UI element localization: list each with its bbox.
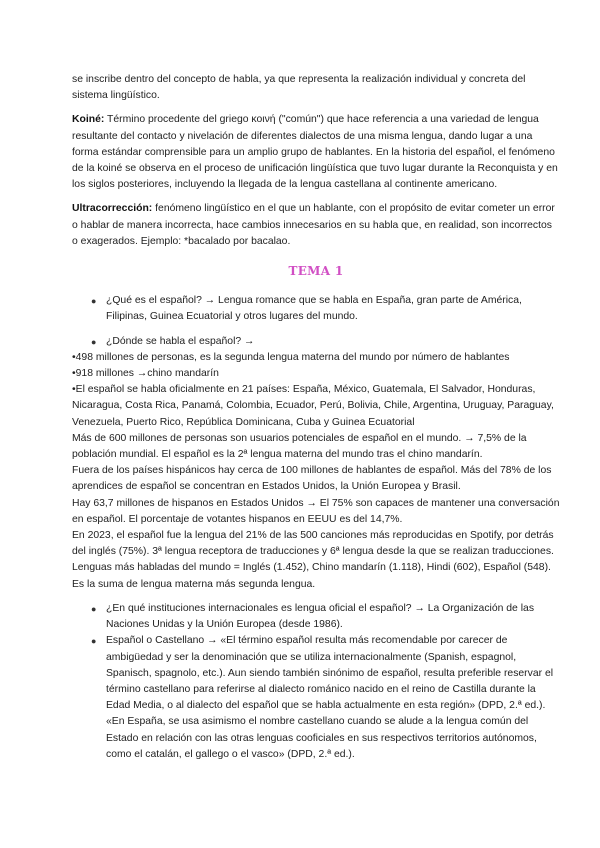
bullet-icon: ●: [91, 336, 97, 347]
intro-paragraph: se inscribe dentro del concepto de habla, ya que representa la realización individual y concreta del sistema lingüístico.: [72, 74, 526, 102]
bullet-list-1: [72, 293, 560, 325]
detail-line: Fuera de los países hispánicos hay cerca de 100 millones de hablantes de español. Más del 78% de los aprendices de español se concentran en Estados Unidos, la Unión Europea y Brasil.: [72, 465, 552, 493]
list-item-text: Español o Castellano → «El término español resulta más recomendable por carecer de ambigüedad y ser la denominación que se utiliza internacionalmente (Spanish, espagnol, Spanisch, spagnolo, etc.). Aun siendo también sinónimo de español, resulta preferible reservar el término castellano para referirse al dialecto románico nacido en el reino de Castilla durante la Edad Media, o al dialecto del español que se habla actualmente en esta región» (DPD, 2.ª ed.). «En España, se usa asimismo el nombre castellano cuando se alude a la lengua común del Estado en relación con las otras lenguas cooficiales en sus respectivos territorios autónomos, como el catalán, el gallego o el vasco» (DPD, 2.ª ed.).: [106, 635, 554, 760]
list-item-text: ¿Dónde se habla el español? →: [106, 335, 255, 347]
detail-line: Lenguas más habladas del mundo = Inglés (1.452), Chino mandarín (1.118), Hindi (602), Español (548). Es la suma de lengua materna más segunda lengua.: [72, 562, 551, 590]
detail-line: Más de 600 millones de personas son usuarios potenciales de español en el mundo. → 7,5% de la población mundial. El español es la 2ª lengua materna del mundo tras el chino mandarín.: [72, 432, 527, 461]
bullet-list-3: [72, 601, 560, 763]
detail-line: •498 millones de personas, es la segunda lengua materna del mundo por número de hablantes: [72, 351, 510, 363]
koine-definition: Término procedente del griego κοινή ("común") que hace referencia a una variedad de lengua resultante del contacto y nivelación de diferentes dialectos de una misma lengua, dando lugar a una forma estándar comprensible para un amplio grupo de hablantes. En la historia del español, el fenómeno de la koiné se observa en el proceso de unificación lingüística que tuvo lugar durante la Reconquista y en los siglos posteriores, incluyendo la llegada de la lengua castellana al continente americano.: [72, 114, 558, 191]
list-item: [72, 293, 560, 325]
document-page: [72, 72, 560, 763]
section-title: TEMA 1: [288, 264, 344, 279]
list-item-text: ¿Qué es el español? → Lengua romance que se habla en España, gran parte de América, Filipinas, Guinea Ecuatorial y otros lugares del mundo.: [106, 295, 522, 323]
koine-paragraph: [72, 112, 560, 193]
detail-line: En 2023, el español fue la lengua del 21% de las 500 canciones más reproducidas en Spotify, por detrás del inglés (75%). 3ª lengua receptora de traducciones y 6ª lengua desde la que se realizan traducciones.: [72, 530, 554, 558]
list-item: [72, 334, 560, 350]
list-item: [72, 601, 560, 633]
donde-details: [72, 350, 560, 593]
list-item: [72, 633, 560, 763]
koine-term: Koiné:: [72, 114, 105, 126]
bullet-icon: ●: [91, 603, 97, 614]
ultracorreccion-definition: fenómeno lingüístico en el que un hablante, con el propósito de evitar cometer un error o hablar de manera incorrecta, hace cambios innecesarios en su habla que, en realidad, son incorrectos o exagerados. Ejemplo: *bacalado por bacalao.: [72, 203, 555, 247]
detail-line: •El español se habla oficialmente en 21 países: España, México, Guatemala, El Salvador, Honduras, Nicaragua, Costa Rica, Panamá, Colombia, Ecuador, Perú, Bolivia, Chile, Argentina, Uruguay, Paraguay, Venezuela, Puerto Rico, República Dominicana, Cuba y Guinea Ecuatorial: [72, 384, 554, 428]
bullet-icon: ●: [91, 636, 97, 647]
ultracorreccion-paragraph: [72, 201, 560, 250]
detail-line: •918 millones →chino mandarín: [72, 368, 219, 380]
bullet-list-2: [72, 334, 560, 350]
detail-line: Hay 63,7 millones de hispanos en Estados Unidos → El 75% son capaces de mantener una conversación en español. El porcentaje de votantes hispanos en EEUU es del 14,7%.: [72, 497, 560, 525]
bullet-icon: ●: [91, 296, 97, 307]
list-item-text: ¿En qué instituciones internacionales es lengua oficial el español? → La Organización de las Naciones Unidas y la Unión Europea (desde 1986).: [106, 602, 535, 631]
ultracorreccion-term: Ultracorrección:: [72, 203, 153, 215]
